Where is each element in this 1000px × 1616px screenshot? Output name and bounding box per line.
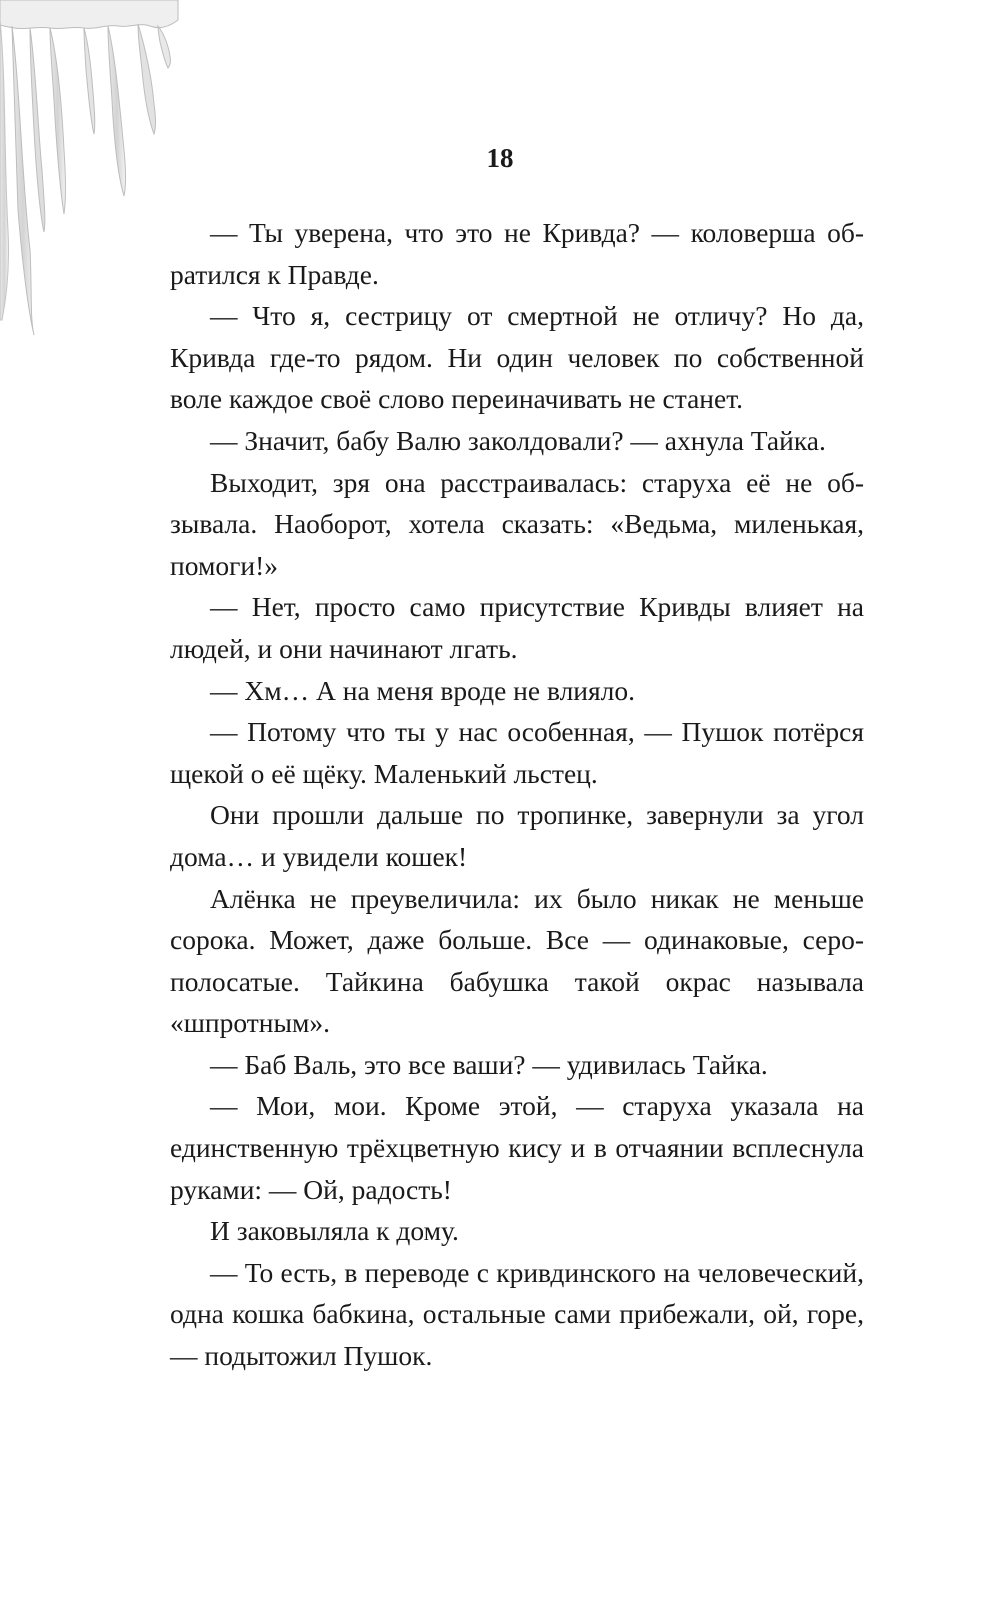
paragraph: — Ты уверена, что это не Кривда? — коловерша обратился к Правде.	[170, 217, 864, 290]
body-text	[170, 212, 864, 1377]
paragraph: Алёнка не преувеличила: их было никак не меньше сорока. Может, даже больше. Все — одинаковые, серо-полосатые. Тайкина бабушка такой окрас называла «шпротным».	[170, 882, 864, 1039]
paragraph: — Баб Валь, это все ваши? — удивилась Тайка.	[210, 1048, 768, 1080]
paragraph: — Значит, бабу Валю заколдовали? — ахнула Тайка.	[210, 424, 826, 456]
paragraph: — Нет, просто само присутствие Кривды влияет на людей, и они начинают лгать.	[170, 591, 864, 664]
paragraph: Они прошли дальше по тропинке, завернули за угол дома… и увидели кошек!	[170, 799, 864, 872]
paragraph: — То есть, в переводе с кривдинского на человеческий, одна кошка бабкина, остальные сами прибежали, ой, горе, — подытожил Пушок.	[170, 1256, 864, 1372]
paragraph: — Хм… А на меня вроде не влияло.	[210, 674, 636, 706]
paragraph: Выходит, зря она расстраивалась: старуха её не обзывала. Наоборот, хотела сказать: «Ведьма, миленькая, помоги!»	[170, 466, 864, 581]
paragraph: — Потому что ты у нас особенная, — Пушок потёрся щекой о её щёку. Маленький льстец.	[170, 716, 864, 789]
paragraph: — Что я, сестрицу от смертной не отличу? Но да, Кривда где-то рядом. Ни один человек по собственной воле каждое своё слово переиначивать не станет.	[170, 300, 864, 415]
paragraph: — Мои, мои. Кроме этой, — старуха указала на единственную трёхцветную кису и в отчаянии всплеснула руками: — Ой, радость!	[170, 1090, 864, 1205]
paragraph: И заковыляла к дому.	[210, 1215, 459, 1247]
page-number: 18	[486, 143, 514, 173]
